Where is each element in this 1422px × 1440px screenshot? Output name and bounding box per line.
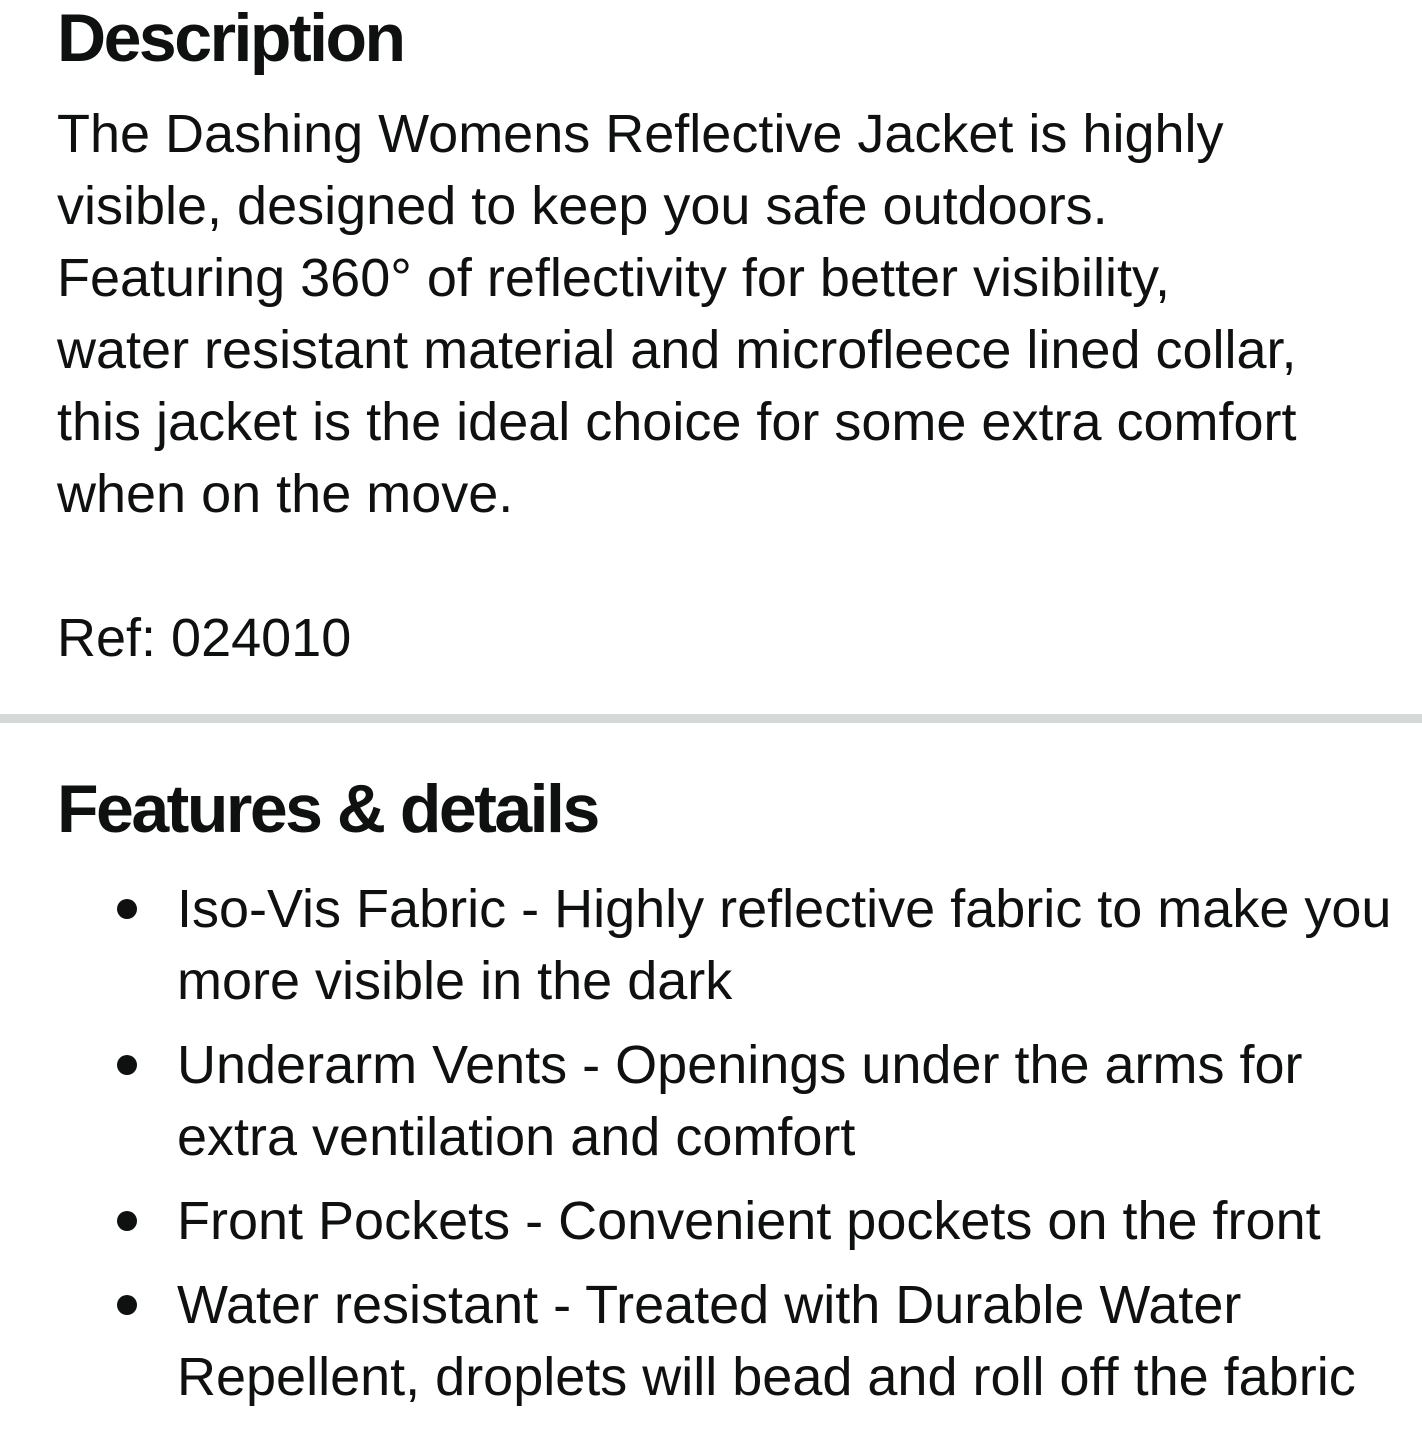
feature-item-text: Water resistant - Treated with Durable Water Repellent, droplets will bead and roll off the fabric <box>177 1275 1356 1407</box>
section-divider <box>0 714 1422 723</box>
description-section <box>0 0 1422 674</box>
product-ref: Ref: 024010 <box>57 608 352 668</box>
description-text: The Dashing Womens Reflective Jacket is highly visible, designed to keep you safe outdoors. Featuring 360° of reflectivity for better visibility, water resistant material and microfleece lined collar, this jacket is the ideal choice for some extra comfort when on the move. <box>57 104 1297 524</box>
features-heading: Features & details <box>57 771 598 847</box>
bullet-icon <box>117 1055 137 1075</box>
feature-item <box>117 1029 1422 1173</box>
feature-item <box>117 1185 1422 1257</box>
description-heading: Description <box>57 0 404 76</box>
bullet-icon <box>117 1211 137 1231</box>
bullet-icon <box>117 1295 137 1315</box>
bullet-icon <box>117 899 137 919</box>
feature-item <box>117 873 1422 1017</box>
feature-item-text: Front Pockets - Convenient pockets on the front <box>177 1191 1321 1251</box>
features-section <box>0 723 1422 1413</box>
feature-item-text: Iso-Vis Fabric - Highly reflective fabric to make you more visible in the dark <box>177 879 1392 1011</box>
features-list <box>57 873 1422 1413</box>
feature-item <box>117 1269 1422 1413</box>
feature-item-text: Underarm Vents - Openings under the arms for extra ventilation and comfort <box>177 1035 1303 1167</box>
